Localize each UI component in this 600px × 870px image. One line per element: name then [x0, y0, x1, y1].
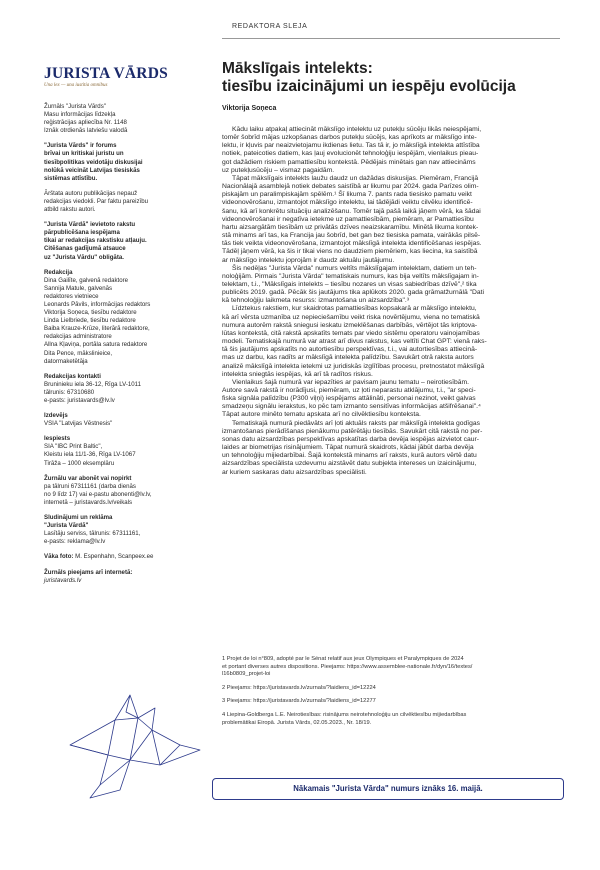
online-section — [44, 569, 194, 585]
sidebar — [44, 66, 194, 585]
footnotes — [222, 656, 562, 733]
paragraph-line: telektam, t.i., "Mākslīgais intelekts – tiesību nozares un visas sabiedrības dzīvē",² tika — [222, 280, 477, 288]
footnote-line: l16b0809_projet-loi — [222, 671, 271, 678]
paragraph-line: Šis nedēļas "Jurista Vārda" numurs veltīts mākslīgajam intelektam, datiem un teh- — [232, 264, 477, 272]
editorial-heading: Redakcija — [44, 268, 73, 276]
footnote-line: 4 Liepina-Goldberga L.E. Neirotiesības: risinājums neirotehnoloģiju un cilvēktiesību mijiedarbības — [222, 711, 467, 718]
contacts-heading: Redakcijas kontakti — [44, 372, 101, 380]
subscription-heading: Žurnālu var abonēt vai nopirkt — [44, 474, 132, 482]
paragraph-line: ar mākslīgo intelektu joprojām ir daudz aktuālu jautājumu. — [222, 256, 395, 264]
footnote — [222, 685, 562, 693]
paragraph-line: fiska signāla palīdzību (P300 viļņi) iespējams attālināti, personai nezinot, veikt galvas — [222, 395, 476, 403]
disclaimer-line: redakcijas viedokli. Par faktu pareizību — [44, 197, 148, 205]
ads-list — [44, 530, 194, 546]
article-title — [222, 60, 560, 96]
mission-line: brīvai un kritiskai juristu un — [44, 150, 124, 158]
paragraph-line: aizsardzības speciālista uzdevumu aizstāvēt datu subjekta intereses un izaicinājumu, — [222, 460, 477, 468]
origami-bird-icon — [60, 690, 210, 805]
online-link[interactable]: juristavards.lv — [44, 576, 82, 584]
subscription-line: no 9 līdz 17) vai e-pastu abonenti@lv.lv, — [44, 490, 152, 498]
paragraph-line: šanu, kā arī konkrētu situāciju analizēšanu. Tomēr tajā pašā laikā jāņem vērā, ka šādai — [222, 207, 481, 215]
paragraph-line: sonas datu aizsardzības perspektīvas apskatītas darba devēja iespējas aizvietot caur- — [222, 435, 480, 443]
contacts-section — [44, 373, 194, 405]
paragraph-line: kā tehnoloģiju laikmeta resurss: izmantošana un aizsardzība".³ — [222, 297, 409, 305]
next-issue-box — [212, 778, 564, 800]
printing-line: SIA "IBC Print Baltic", — [44, 443, 103, 451]
editorial-member: Dina Gailīte, galvenā redaktore — [44, 276, 129, 284]
paragraph-line: Tāpat autore minēto tematu apskata arī no cilvēktiesību konteksta. — [222, 411, 421, 419]
paragraph-line: smadzeņu signālu ierakstus, ko pēc tam izmanto sensitīvas informācijas atšifrēšanai".⁴ — [222, 403, 481, 411]
editorial-member: Sannija Matule, galvenās — [44, 284, 113, 292]
editorial-member: Baiba Krauze-Krūze, literārā redaktore, — [44, 325, 150, 333]
paragraph-line: videonovērošanai ir negatīva ietekme uz pamattiesībām, piemēram, ar Pamattiesību — [222, 215, 474, 223]
editorial-member: redakcijas administratore — [44, 333, 112, 341]
article-paragraph — [222, 379, 560, 420]
article-author: Viktorija Soņeca — [222, 105, 277, 112]
title-line-2: tiesību izaicinājumi un iespēju evolūcija — [222, 78, 516, 95]
editorial-member: Viktorija Soņeca, tiesību redaktore — [44, 309, 137, 317]
editorial-member: Linda Lielbriede, tiesību redaktore — [44, 317, 136, 325]
footnote — [222, 698, 562, 706]
disclaimer-line: Ārštata autoru publikācijas nepauž — [44, 189, 138, 197]
paragraph-line: modeli. Tematiskajā numurā var atrast arī divus rakstus, kas veltīti Chat GPT: vienā raks- — [222, 338, 487, 346]
sidebar-disclaimer — [44, 190, 194, 214]
intro-line: Masu informācijas līdzekļa — [44, 111, 116, 119]
publisher-list — [44, 420, 194, 428]
paragraph-line: izmantošanas pierādīšanas pienākumu patērētāju tiesībās. Savukārt citā rakstā no per- — [222, 427, 483, 435]
article-header — [222, 60, 560, 112]
ads-heading: Sludinājumi un reklāma — [44, 514, 113, 522]
footnote-line: 1 Projet de loi n°809, adopté par le Sénat relatif aux jeux Olympiques et Paralympiques de 2024 — [222, 656, 464, 662]
printing-section — [44, 435, 194, 467]
citation-line: tikai ar redakcijas rakstisku atļauju. — [44, 237, 147, 245]
footnote-line: problemātikai Eiropā. Jurista Vārds, 02.05.2023., Nr. 18/19. — [222, 719, 372, 726]
paragraph-line: Līdztekus rakstiem, kur skaidrotas pamattiesības kopsakarā ar mākslīgo intelektu, — [232, 305, 477, 313]
paragraph-line: numura autorēm rakstā sniegusi ieskatu izmeklēšanas darbībās, vērtējot tās kriptova- — [222, 321, 478, 329]
paragraph-line: Vienlaikus šajā numurā var iepazīties ar pavisam jaunu tematu – neirotiesībām. — [232, 378, 469, 386]
ads-line: e-pasts: reklama@lv.lv — [44, 538, 106, 546]
paragraph-line: stā minams arī tas, ka Francija jau šobrīd, bet gan bez tiesiska pamata, vairākās pilsē- — [222, 232, 481, 240]
contact-line: Bruninieku iela 36-12, Rīga LV-1011 — [44, 380, 141, 388]
sidebar-intro — [44, 103, 194, 135]
mission-line: tiesībpolitikas veidotāju diskusijai — [44, 158, 143, 166]
paragraph-line: notiek, pateicoties datiem, kas ļauj evolucionēt tehnoloģiju iespējām, vienlaikus pieau- — [222, 150, 479, 158]
cover-value: M. Espenhahn, Scanpeex.ee — [75, 553, 154, 561]
paragraph-line: hartu aizsargātām tiesībām uz privātās dzīves neaizskaramību. Minētā likuma kontek- — [222, 223, 479, 231]
paragraph-line: laides ar biometrijas risinājumiem. Tāpat numurā skaidrots, kādai jābūt darba devēja — [222, 444, 474, 452]
editorial-member: Dita Pence, mākslinieice, — [44, 349, 113, 357]
paragraph-line: un tehnoloģiju mijiedarbībai. Šajā kontekstā minams arī raksts, kurā autors vērtē datu — [222, 452, 477, 460]
subscription-section — [44, 475, 194, 507]
editorial-member: redaktores vietniece — [44, 292, 99, 300]
editorial-member: Leonards Pāvils, informācijas redaktors — [44, 300, 151, 308]
footnote — [222, 712, 562, 727]
paragraph-line: Nacionālajā asamblejā notiek debates saistībā ar likumu par 2024. gada Parīzes olim- — [222, 183, 479, 191]
paragraph-line: mas uz darbu, kas radīts ar mākslīgā intelekta palīdzību. Savukārt otrā raksta autors — [222, 354, 474, 362]
intro-line: Žurnāls "Jurista Vārds" — [44, 103, 106, 110]
paragraph-line: Tematiskajā numurā piedāvāts arī ļoti aktuāls raksts par mākslīgā intelekta godīgas — [232, 419, 480, 427]
article-paragraph — [222, 265, 560, 306]
publisher-section — [44, 412, 194, 428]
subscription-line: pa tālruni 67311161 (darba dienās — [44, 482, 136, 490]
paragraph-line: ar kuriem saskaras datu aizsardzības speciālisti. — [222, 468, 367, 476]
article-paragraph — [222, 420, 560, 477]
logo-tagline: Una lex — una iustitia omnibus — [44, 83, 108, 88]
sidebar-mission — [44, 142, 194, 182]
online-heading: Žurnāls pieejams arī internetā: — [44, 568, 133, 576]
printing-line: Kleistu iela 11/1-36, Rīga LV-1067 — [44, 451, 136, 459]
printing-heading: Iespiests — [44, 435, 71, 443]
editorial-member: datormaketētāja — [44, 357, 88, 365]
printing-list — [44, 443, 194, 467]
citation-line: Citēšanas gadījumā atsauce — [44, 245, 126, 253]
cover-label: Vāka foto: — [44, 553, 74, 561]
cover-photo-credit — [44, 553, 194, 561]
footnote — [222, 656, 562, 679]
editorial-section — [44, 269, 194, 366]
section-header: REDAKTORA SLEJA — [232, 23, 308, 30]
paragraph-line: uz putekļusūcēju – vismaz pagaidām. — [222, 166, 335, 174]
mission-line: nolūkā veicināt Latvijas tiesiskās — [44, 166, 140, 174]
article-paragraph — [222, 126, 560, 175]
paragraph-line: Tādēļ jāņem vērā, ka šis ir tikai viens no daudziem piemēriem, kas liecina, ka saistībā — [222, 248, 478, 256]
intro-line: reģistrācijas apliecība Nr. 1148 — [44, 119, 127, 127]
paragraph-line: tomēr šobrīd mājas uzkopšanas darbos putekļu sūcējs, kas aprīkots ar mākslīgo inte- — [222, 134, 477, 142]
printing-line: Tirāža – 1000 eksemplāru — [44, 459, 115, 467]
paragraph-line: lektu, ir kļuvis par neaizvietojamu ikdienas lietu. Tas tā ir, jo mākslīgā intelekta attīstība — [222, 142, 480, 150]
logo: JURISTA VĀRDS — [44, 65, 168, 82]
sidebar-citation — [44, 221, 194, 261]
ads-heading-2: "Jurista Vārdā" — [44, 522, 89, 530]
paragraph-line: lūtas kontekstā, citā rakstā apskatīts temats par viedo sistēmu operatoru vainojamības — [222, 329, 480, 337]
paragraph-line: tās tiek veikta videonovērošana, izmantojot mākslīgā intelekta identificēšanas iespējas. — [222, 240, 482, 248]
ads-section — [44, 514, 194, 546]
mission-line: sistēmas attīstību. — [44, 174, 98, 182]
mission-line: "Jurista Vārds" ir forums — [44, 142, 117, 150]
subscription-line: internetā – juristavards.lv/veikals — [44, 498, 133, 506]
publisher-heading: Izdevējs — [44, 412, 68, 420]
ads-line: Lasītāju serviss, tālrunis: 67311161, — [44, 530, 141, 538]
publisher-line: VSIA "Latvijas Vēstnesis" — [44, 420, 113, 428]
header-divider — [222, 38, 560, 39]
subscription-list — [44, 483, 194, 507]
article-paragraph — [222, 305, 560, 378]
citation-line: pārpublicēšana iespējama — [44, 229, 120, 237]
paragraph-line: Kādu laiku atpakaļ attiecināt mākslīgo intelektu uz putekļu sūcēju likās neiespējami, — [232, 126, 482, 133]
paragraph-line: intelekta sniegtās iespējas, kā arī tā radītos riskus. — [222, 370, 373, 378]
paragraph-line: Autore savā rakstā ir norādījusi, piemēram, uz ļoti neparastu atklājumu, t.i., "ar speci- — [222, 387, 476, 394]
article-body — [222, 126, 560, 477]
next-issue-text: Nākamais "Jurista Vārda" numurs iznāks 16. maijā. — [293, 784, 483, 793]
editorial-list — [44, 277, 194, 366]
contacts-list — [44, 381, 194, 405]
citation-line: "Jurista Vārdā" ievietoto rakstu — [44, 221, 136, 229]
article-paragraph — [222, 175, 560, 265]
paragraph-line: publicēts 2019. gadā. Pēcāk šis jautājums tika aplūkots 2020. gada grāmatžurnālā "Dati — [222, 289, 485, 297]
paragraph-line: analizē mākslīgā intelekta ietekmi uz juridiskās izglītības procesu, pretnostatot mākslīgā — [222, 362, 485, 370]
paragraph-line: noloģijām. Pirmais "Jurista Vārda" tematiskais numurs, kas bija veltīts mākslīgajam in- — [222, 272, 479, 280]
title-line-1: Mākslīgais intelekts: — [222, 60, 373, 77]
editorial-member: Allna Kļaviņa, portāla satura redaktore — [44, 341, 148, 349]
footnote-line: et portant diverses autres dispositions. Pieejams: https://www.assemblee-nationale.fr/dyn/16/textes/ — [222, 663, 473, 670]
disclaimer-line: atbild rakstu autori. — [44, 206, 96, 214]
citation-line: uz "Jurista Vārdu" obligāta. — [44, 253, 124, 261]
footnote-line: 2 Pieejams: https://juristavards.lv/zurnals/?laidiens_id=12224 — [222, 684, 376, 691]
footnote-line: 3 Pieejams: https://juristavards.lv/zurnals/?laidiens_id=12277 — [222, 698, 376, 705]
intro-line: Iznāk otrdienās latviešu valodā — [44, 127, 128, 135]
paragraph-line: kā arī vērsta uzmanība uz nepieciešamību veikt riska novērtējumu, viena no tematiskā — [222, 313, 480, 321]
contact-line: e-pasts: juristavards@lv.lv — [44, 397, 115, 404]
paragraph-line: Tāpat mākslīgais intelekts laužu daudz un dažādas diskusijas. Piemēram, Francijā — [232, 174, 479, 182]
contact-line: tālrunis: 67310680 — [44, 388, 95, 396]
paragraph-line: piskajām un paralimpiskajām spēlēm.¹ Šī likuma 7. pants rada tiesisko pamatu veikt — [222, 191, 472, 199]
paragraph-line: videonovērošanu, izmantojot mākslīgo intelektu, lai tādējādi veiktu cilvēku identificē- — [222, 199, 473, 207]
paragraph-line: tā šis jautājums apskatīts no autortiesību perspektīvas, t.i., vai autortiesības attiecinā- — [222, 346, 478, 354]
paragraph-line: got dažādiem riskiem pamattiesību kontekstā. Pēdējais minētais gan nav attiecināms — [222, 158, 476, 166]
